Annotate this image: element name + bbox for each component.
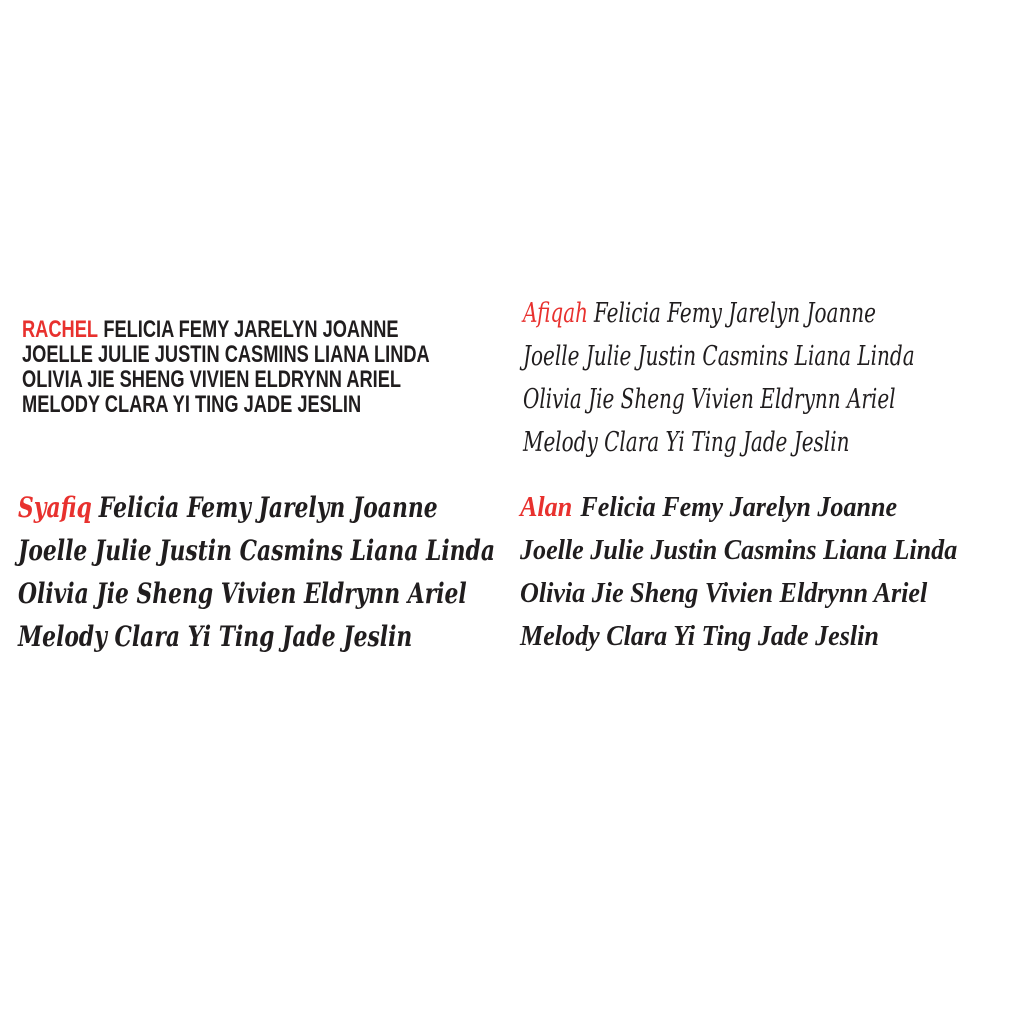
name-line: Joelle Julie Justin Casmins Liana Linda xyxy=(18,534,495,567)
name-line: Joelle Julie Justin Casmins Liana Linda xyxy=(520,534,958,566)
lead-name-afiqah: Afiqah xyxy=(523,298,588,329)
name-line xyxy=(22,317,430,342)
name-line: Olivia Jie Sheng Vivien Eldrynn Ariel xyxy=(523,384,896,415)
name-line xyxy=(523,292,915,335)
lead-name-syafiq: Syafiq xyxy=(18,491,92,524)
name-line-text: FELICIA FEMY JARELYN JOANNE xyxy=(103,316,399,343)
name-line: Melody Clara Yi Ting Jade Jeslin xyxy=(523,427,850,458)
lead-name-alan: Alan xyxy=(520,491,573,523)
name-line xyxy=(18,486,495,529)
font-sample-block-afiqah xyxy=(523,292,915,464)
name-line-text: Felicia Femy Jarelyn Joanne xyxy=(580,491,898,523)
name-line-text: Felicia Femy Jarelyn Joanne xyxy=(593,298,877,329)
font-sample-block-rachel xyxy=(22,317,430,417)
name-line: Joelle Julie Justin Casmins Liana Linda xyxy=(523,341,915,372)
lead-name-rachel: RACHEL xyxy=(22,316,98,343)
name-line: Melody Clara Yi Ting Jade Jeslin xyxy=(520,620,879,652)
font-sample-block-alan xyxy=(520,486,957,658)
name-line: JOELLE JULIE JUSTIN CASMINS LIANA LINDA xyxy=(22,341,430,368)
font-sample-block-syafiq xyxy=(18,486,495,658)
name-line: Olivia Jie Sheng Vivien Eldrynn Ariel xyxy=(520,577,928,609)
name-line: OLIVIA JIE SHENG VIVIEN ELDRYNN ARIEL xyxy=(22,366,402,393)
name-line: MELODY CLARA YI TING JADE JESLIN xyxy=(22,391,362,418)
name-line: Melody Clara Yi Ting Jade Jeslin xyxy=(18,620,413,653)
name-line xyxy=(520,486,957,529)
name-line: Olivia Jie Sheng Vivien Eldrynn Ariel xyxy=(18,577,467,610)
name-line-text: Felicia Femy Jarelyn Joanne xyxy=(98,491,438,524)
